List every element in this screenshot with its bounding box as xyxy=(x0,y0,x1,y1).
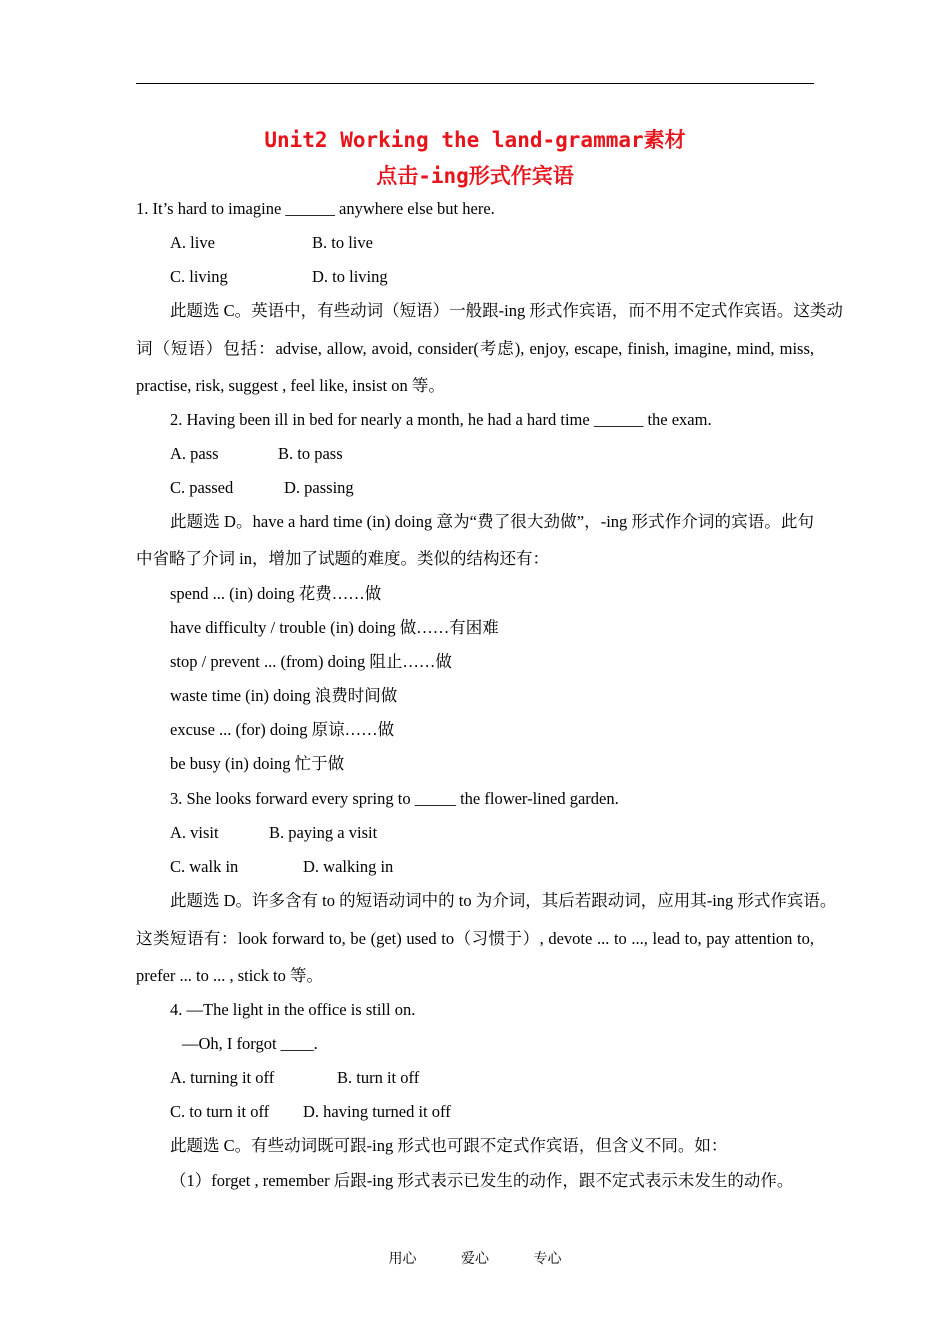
q2-option-b: B. to pass xyxy=(278,444,343,463)
q2-option-a: A. pass xyxy=(170,444,219,463)
q4-stem-line1: 4. —The light in the office is still on. xyxy=(170,1000,416,1019)
q3-option-a: A. visit xyxy=(170,823,219,842)
q1-stem: 1. It’s hard to imagine ______ anywhere else but here. xyxy=(136,199,495,218)
structure-item: have difficulty / trouble (in) doing 做……有困难 xyxy=(170,618,499,637)
q3-explanation-line1: 此题选 D。许多含有 to 的短语动词中的 to 为介词，其后若跟动词，应用其-ing 形式作宾语。 xyxy=(170,891,837,910)
q2-option-c: C. passed xyxy=(170,478,234,497)
q2-explanation-line1: 此题选 D。have a hard time (in) doing 意为“费了很大劲做”，-ing 形式作介词的宾语。此句 xyxy=(170,512,814,531)
page-subtitle: 点击-ing形式作宾语 xyxy=(376,164,574,188)
q2-explanation-line2: 中省略了介词 in，增加了试题的难度。类似的结构还有： xyxy=(136,549,549,568)
q2-option-d: D. passing xyxy=(284,478,354,497)
header-rule xyxy=(136,83,814,84)
q1-option-c: C. living xyxy=(170,267,228,286)
q1-explanation-line3: practise, risk, suggest , feel like, insist on 等。 xyxy=(136,376,445,395)
q3-option-c: C. walk in xyxy=(170,857,239,876)
structure-item: excuse ... (for) doing 原谅……做 xyxy=(170,720,395,739)
q1-explanation-line2: 词（短语）包括：advise, allow, avoid, consider(考虑), enjoy, escape, finish, imagine, mind, miss, xyxy=(136,339,814,358)
q4-option-b: B. turn it off xyxy=(337,1068,420,1087)
q4-explanation-line2: （1）forget , remember 后跟-ing 形式表示已发生的动作，跟不定式表示未发生的动作。 xyxy=(170,1171,794,1190)
q1-option-a: A. live xyxy=(170,233,215,252)
page-footer xyxy=(0,1248,950,1268)
structure-item: waste time (in) doing 浪费时间做 xyxy=(170,686,398,705)
page-title: Unit2 Working the land-grammar素材 xyxy=(264,128,686,152)
q4-explanation-line1: 此题选 C。有些动词既可跟-ing 形式也可跟不定式作宾语，但含义不同。如： xyxy=(170,1136,728,1155)
q1-option-b: B. to live xyxy=(312,233,373,252)
q4-stem-line2: —Oh, I forgot ____. xyxy=(182,1034,318,1053)
q4-option-a: A. turning it off xyxy=(170,1068,275,1087)
footer-word: 爱心 xyxy=(461,1251,489,1267)
footer-word: 专心 xyxy=(533,1251,562,1267)
q2-stem: 2. Having been ill in bed for nearly a month, he had a hard time ______ the exam. xyxy=(170,410,712,429)
q3-option-d: D. walking in xyxy=(303,857,394,876)
structure-item: stop / prevent ... (from) doing 阻止……做 xyxy=(170,652,452,671)
structure-item: spend ... (in) doing 花费……做 xyxy=(170,584,382,603)
q3-option-b: B. paying a visit xyxy=(269,823,378,842)
q4-option-d: D. having turned it off xyxy=(303,1102,451,1121)
q1-option-d: D. to living xyxy=(312,267,388,286)
footer-word: 用心 xyxy=(388,1251,417,1267)
structure-item: be busy (in) doing 忙于做 xyxy=(170,754,345,773)
q3-explanation-line3: prefer ... to ... , stick to 等。 xyxy=(136,966,323,985)
q3-explanation-line2: 这类短语有：look forward to, be (get) used to（习惯于）, devote ... to ..., lead to, pay attention to, xyxy=(136,929,814,948)
q1-explanation-line1: 此题选 C。英语中，有些动词（短语）一般跟-ing 形式作宾语，而不用不定式作宾语。这类动 xyxy=(170,301,843,320)
q3-stem: 3. She looks forward every spring to _____ the flower-lined garden. xyxy=(170,789,619,808)
q4-option-c: C. to turn it off xyxy=(170,1102,270,1121)
